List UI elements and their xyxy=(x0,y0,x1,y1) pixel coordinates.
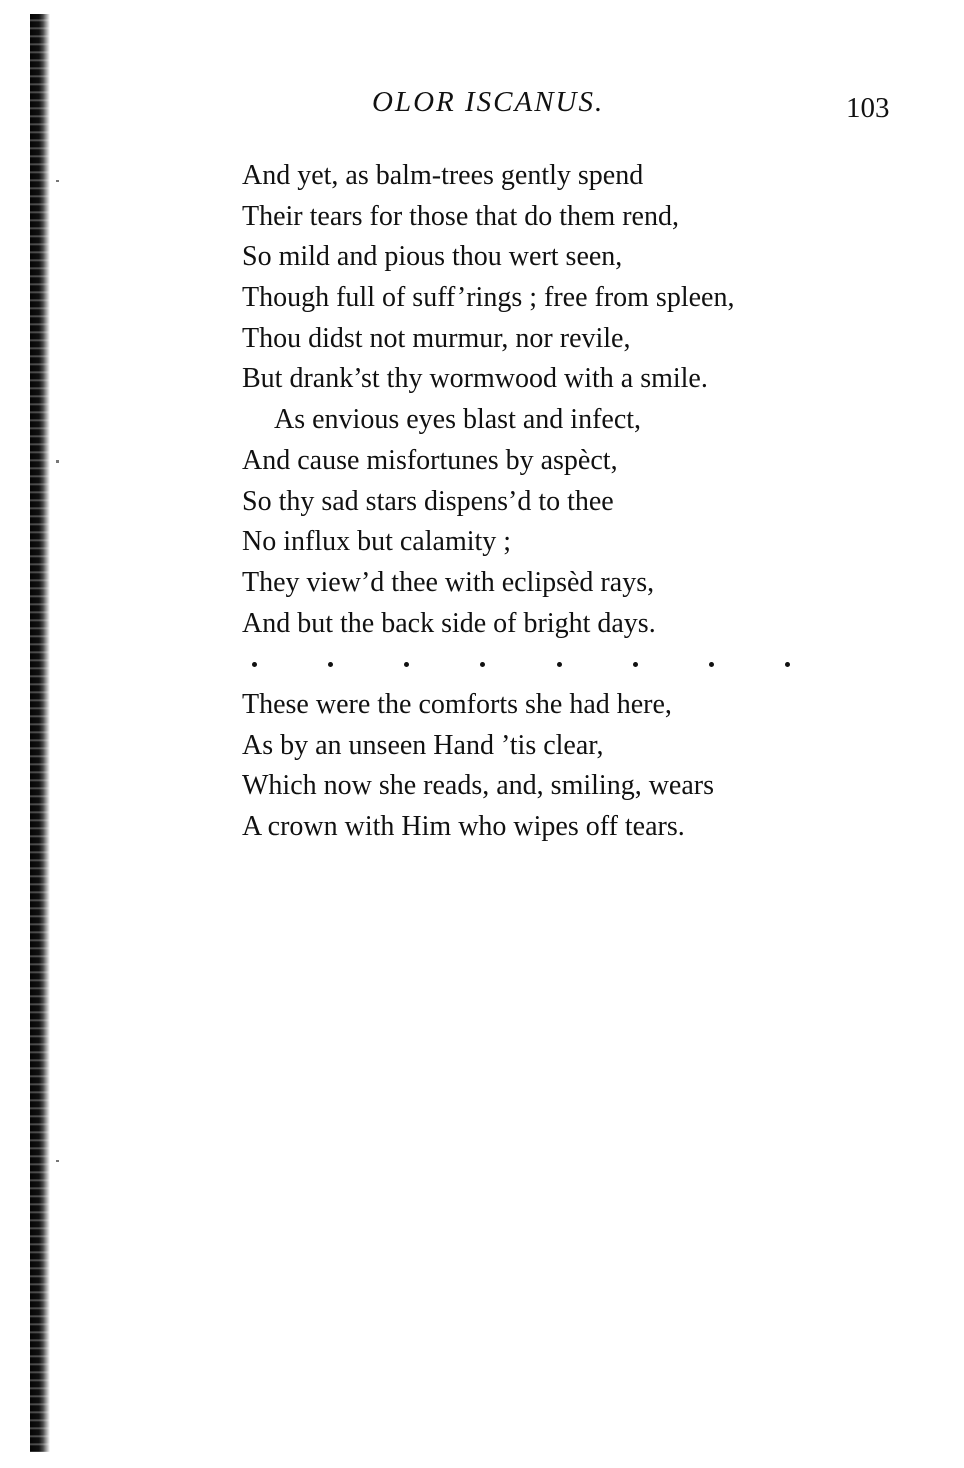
verse-line: So mild and pious thou wert seen, xyxy=(242,241,623,273)
verse-line: Thou didst not murmur, nor revile, xyxy=(242,322,631,354)
verse-line: They view’d thee with eclipsèd rays, xyxy=(242,566,655,598)
omission-dot xyxy=(785,662,790,667)
omission-dot xyxy=(480,662,485,667)
verse-line: And yet, as balm-trees gently spend xyxy=(242,160,644,191)
omission-dot xyxy=(404,662,409,667)
verse-line: Though full of suff’rings ; free from spleen, xyxy=(242,282,735,314)
closing-verse-line: Which now she reads, and, smiling, wears xyxy=(242,770,714,802)
page-number: 103 xyxy=(846,92,890,124)
omission-dot xyxy=(709,662,714,667)
closing-verse-line: As by an unseen Hand ’tis clear, xyxy=(242,729,604,761)
page-gutter-edge xyxy=(30,14,50,1452)
verse-line: No influx but calamity ; xyxy=(242,526,512,558)
verse-line: And but the back side of bright days. xyxy=(242,607,656,639)
gutter-speck xyxy=(56,180,59,182)
verse-line: Their tears for those that do them rend, xyxy=(242,200,679,232)
running-header xyxy=(0,86,964,126)
running-title: OLOR ISCANUS. xyxy=(372,86,605,118)
omission-dot xyxy=(328,662,333,667)
omission-dots xyxy=(242,644,790,685)
omission-dot xyxy=(633,662,638,667)
gutter-speck xyxy=(56,1160,59,1162)
closing-verse-line: These were the comforts she had here, xyxy=(242,688,672,720)
verse-line: As envious eyes blast and infect, xyxy=(274,404,642,436)
closing-verse-line: A crown with Him who wipes off tears. xyxy=(242,811,685,842)
verse-line: But drank’st thy wormwood with a smile. xyxy=(242,363,708,395)
gutter-speck xyxy=(56,460,59,463)
poem-text xyxy=(242,156,892,848)
omission-dot xyxy=(252,662,257,667)
omission-dot xyxy=(557,662,562,667)
verse-line: So thy sad stars dispens’d to thee xyxy=(242,485,614,517)
verse-line: And cause misfortunes by aspèct, xyxy=(242,444,618,476)
